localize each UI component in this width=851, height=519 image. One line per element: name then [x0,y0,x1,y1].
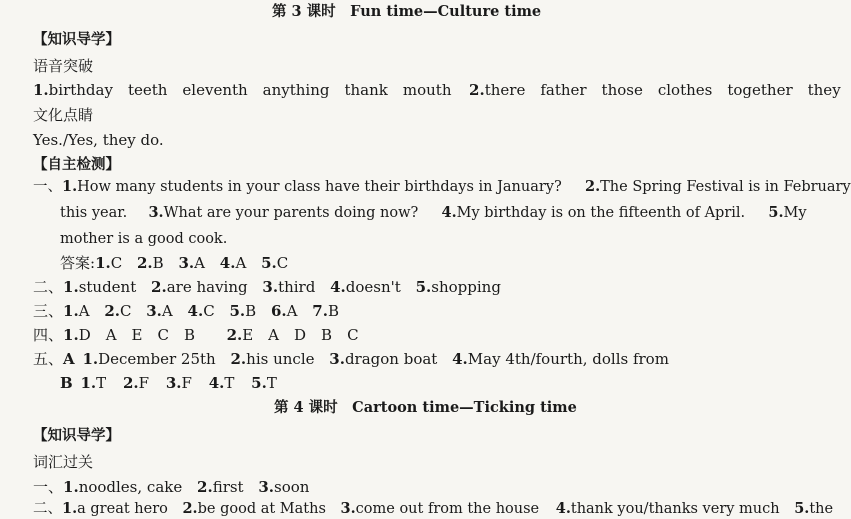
s3-line: 三、1.A 2.C 3.A 4.C 5.B 6.A 7.B [33,302,339,320]
s5-line-b: B 1.T 2.F 3.F 4.T 5.T [60,374,277,392]
cihui-heading: 词汇过关 [33,453,94,471]
s1-line2: this year. 3.What are your parents doing now? 4.My birthday is on the fifteenth of April. 5.My [60,204,807,221]
s1-line3: mother is a good cook. [60,231,228,247]
lesson4-zhishi-heading: 【知识导学】 [33,427,120,444]
zizhu-heading: 【自主检测】 [33,156,120,173]
wenhua-answer: Yes./Yes, they do. [33,131,164,149]
s1-line1: 一、1.How many students in your class have their birthdays in January? 2.The Spring Festival is in February [33,178,851,195]
s2-line: 二、1.student 2.are having 3.third 4.doesn't 5.shopping [33,278,501,296]
s1-answers: 答案:1.C 2.B 3.A 4.A 5.C [60,254,289,272]
s5-line-a: 五、A 1.December 25th 2.his uncle 3.dragon boat 4.May 4th/fourth, dolls from [33,350,669,368]
yuyin-heading: 语音突破 [33,57,94,75]
wenhua-heading: 文化点睛 [33,106,94,124]
s4-line: 四、1.D A E C B 2.E A D B C [33,326,359,344]
lesson4-title: 第 4 课时 Cartoon time—Ticking time [274,399,577,416]
lesson4-s1-line: 一、1.noodles, cake 2.first 3.soon [33,478,310,496]
lesson4-s2-line: 二、1.a great hero 2.be good at Maths 3.come out from the house 4.thank you/thanks very much 5.the [33,500,834,517]
yuyin-line: 1.birthday teeth eleventh anything thank mouth 2.there father those clothes together they [33,81,841,99]
zhishi-heading: 【知识导学】 [33,31,120,48]
lesson3-title: 第 3 课时 Fun time—Culture time [272,3,542,20]
